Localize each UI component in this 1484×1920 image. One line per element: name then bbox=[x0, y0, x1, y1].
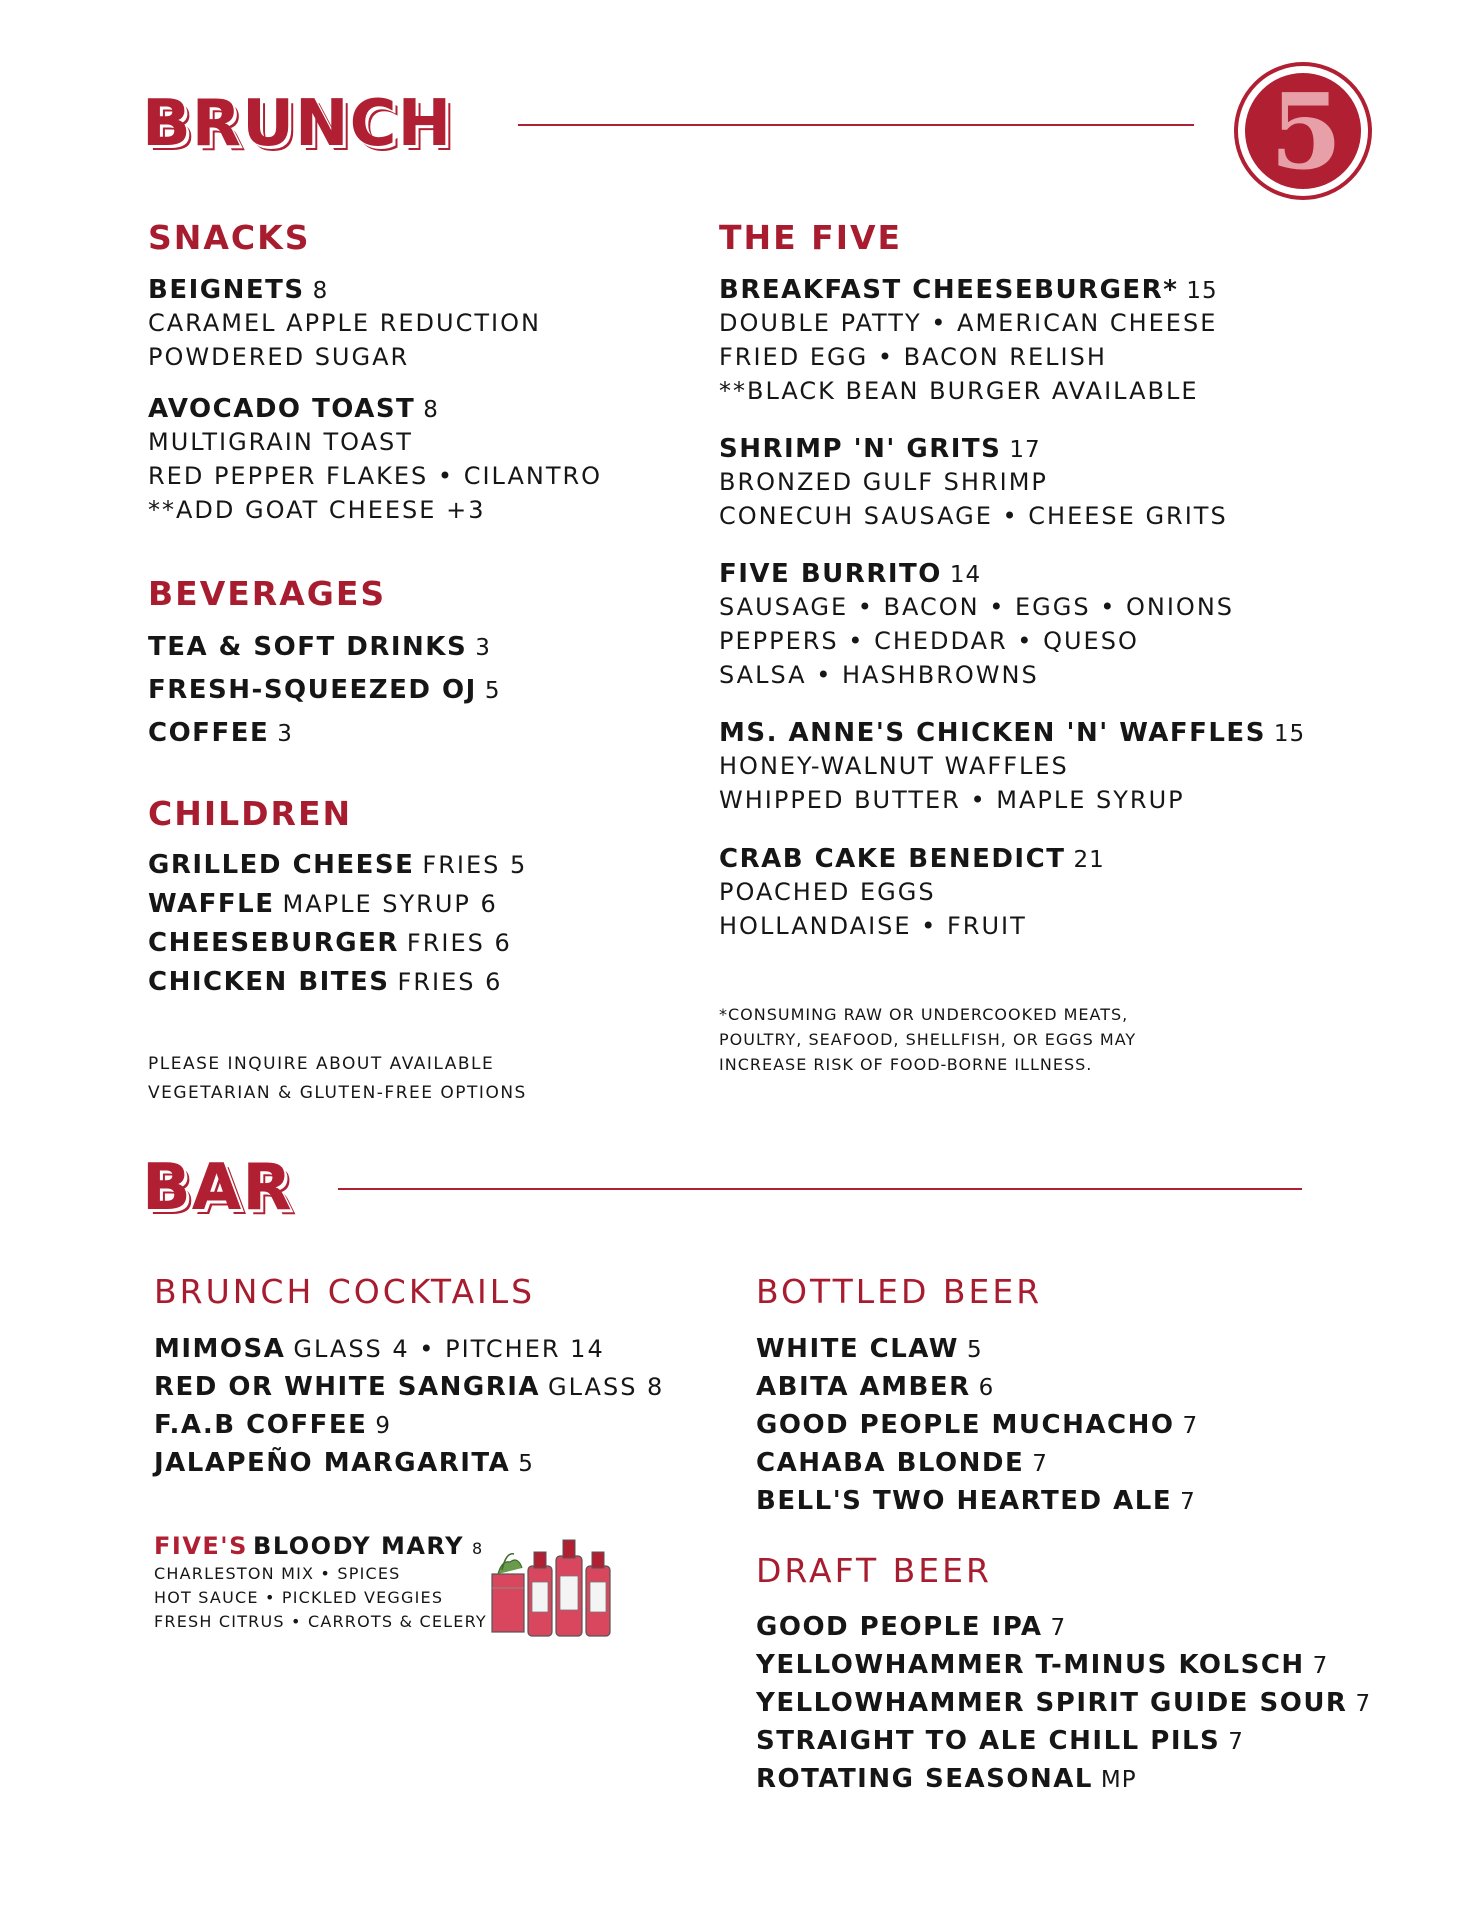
item-name: GOOD PEOPLE MUCHACHO bbox=[756, 1410, 1175, 1440]
menu-item-crab-cake-benedict bbox=[719, 846, 1105, 872]
item-description bbox=[154, 1562, 487, 1634]
dietary-note bbox=[148, 1050, 527, 1108]
menu-item-sangria bbox=[154, 1374, 664, 1400]
item-name: F.A.B COFFEE bbox=[154, 1410, 368, 1440]
description-line: POACHED EGGS bbox=[719, 878, 936, 906]
description-line: MULTIGRAIN TOAST bbox=[148, 428, 413, 456]
item-name: SHRIMP 'N' GRITS bbox=[719, 434, 1002, 464]
warning-line: POULTRY, SEAFOOD, SHELLFISH, OR EGGS MAY bbox=[719, 1030, 1137, 1049]
item-name: GRILLED CHEESE bbox=[148, 850, 415, 880]
five-logo bbox=[1232, 60, 1374, 202]
item-price: 7 bbox=[1032, 1451, 1048, 1477]
item-price: 14 bbox=[949, 562, 982, 588]
item-price: 15 bbox=[1273, 721, 1306, 747]
menu-item-beignets bbox=[148, 277, 328, 303]
item-price: 7 bbox=[1182, 1413, 1199, 1439]
item-name: ABITA AMBER bbox=[756, 1372, 971, 1402]
logo-numeral: 5 bbox=[1269, 70, 1343, 193]
item-price: 6 bbox=[978, 1375, 995, 1401]
item-price: 8 bbox=[471, 1539, 484, 1558]
description-line: FRIED EGG • BACON RELISH bbox=[719, 343, 1107, 371]
item-price: 21 bbox=[1073, 847, 1105, 873]
menu-item-breakfast-cheeseburger bbox=[719, 277, 1218, 303]
item-price: 7 bbox=[1180, 1489, 1196, 1515]
item-description bbox=[719, 306, 1217, 408]
section-title-bottled-beer: BOTTLED BEER bbox=[756, 1272, 1043, 1311]
bloody-mary-illustration-icon bbox=[488, 1532, 618, 1642]
item-price: 5 bbox=[966, 1337, 983, 1363]
item-price: 3 bbox=[277, 721, 293, 747]
section-title-brunch-cocktails: BRUNCH COCKTAILS bbox=[154, 1272, 536, 1311]
brunch-divider bbox=[518, 124, 1194, 126]
item-side: GLASS 4 • PITCHER 14 bbox=[293, 1335, 605, 1363]
section-title-children: CHILDREN bbox=[148, 794, 353, 833]
item-price: 7 bbox=[1312, 1653, 1329, 1679]
item-name-prefix: FIVE'S bbox=[154, 1532, 248, 1560]
item-price: 8 bbox=[312, 278, 329, 304]
item-name: JALAPEÑO MARGARITA bbox=[154, 1448, 511, 1478]
description-line: DOUBLE PATTY • AMERICAN CHEESE bbox=[719, 309, 1218, 337]
item-price: 9 bbox=[375, 1413, 392, 1439]
item-name: TEA & SOFT DRINKS bbox=[148, 632, 468, 662]
menu-item-fab-coffee bbox=[154, 1412, 391, 1438]
item-name: YELLOWHAMMER SPIRIT GUIDE SOUR bbox=[756, 1688, 1348, 1718]
item-name: STRAIGHT TO ALE CHILL PILS bbox=[756, 1726, 1221, 1756]
description-line: CONECUH SAUSAGE • CHEESE GRITS bbox=[719, 502, 1228, 530]
warning-line: *CONSUMING RAW OR UNDERCOOKED MEATS, bbox=[719, 1005, 1129, 1024]
warning-line: INCREASE RISK OF FOOD-BORNE ILLNESS. bbox=[719, 1055, 1093, 1074]
item-name: YELLOWHAMMER T-MINUS KOLSCH bbox=[756, 1650, 1305, 1680]
item-price: 5 bbox=[518, 1451, 534, 1477]
item-price: 7 bbox=[1228, 1729, 1244, 1755]
item-name: CHICKEN BITES bbox=[148, 967, 390, 997]
menu-item-mimosa bbox=[154, 1336, 605, 1362]
item-name: BEIGNETS bbox=[148, 275, 305, 305]
item-name: FIVE BURRITO bbox=[719, 559, 942, 589]
note-line: VEGETARIAN & GLUTEN-FREE OPTIONS bbox=[148, 1083, 527, 1103]
description-line: CHARLESTON MIX • SPICES bbox=[154, 1564, 401, 1583]
item-name: CRAB CAKE BENEDICT bbox=[719, 844, 1066, 874]
item-name: GOOD PEOPLE IPA bbox=[756, 1612, 1043, 1642]
item-name: FRESH-SQUEEZED OJ bbox=[148, 675, 477, 705]
item-description bbox=[148, 425, 602, 527]
item-price: 8 bbox=[423, 397, 439, 423]
item-description bbox=[719, 590, 1234, 692]
description-line: FRESH CITRUS • CARROTS & CELERY bbox=[154, 1612, 487, 1631]
item-description bbox=[719, 465, 1228, 533]
description-line: SAUSAGE • BACON • EGGS • ONIONS bbox=[719, 593, 1234, 621]
section-title-draft-beer: DRAFT BEER bbox=[756, 1551, 992, 1590]
menu-item-spirit-guide-sour bbox=[756, 1690, 1371, 1716]
item-description bbox=[148, 306, 541, 374]
description-line: HONEY-WALNUT WAFFLES bbox=[719, 752, 1069, 780]
menu-item-jalapeno-margarita bbox=[154, 1450, 534, 1476]
item-name: MS. ANNE'S CHICKEN 'N' WAFFLES bbox=[719, 718, 1266, 748]
menu-item-good-people-muchacho bbox=[756, 1412, 1198, 1438]
description-line: **BLACK BEAN BURGER AVAILABLE bbox=[719, 377, 1199, 405]
item-name: ROTATING SEASONAL bbox=[756, 1764, 1093, 1794]
menu-item-grilled-cheese bbox=[148, 852, 527, 878]
item-name: CHEESEBURGER bbox=[148, 928, 399, 958]
bar-divider bbox=[338, 1188, 1302, 1190]
menu-item-white-claw bbox=[756, 1336, 983, 1362]
menu-item-five-burrito bbox=[719, 561, 981, 587]
description-line: **ADD GOAT CHEESE +3 bbox=[148, 496, 486, 524]
menu-item-fresh-oj bbox=[148, 677, 500, 703]
item-price: MP bbox=[1100, 1767, 1137, 1793]
menu-item-chicken-bites bbox=[148, 969, 502, 995]
item-price: 7 bbox=[1355, 1691, 1372, 1717]
description-line: HOLLANDAISE • FRUIT bbox=[719, 912, 1027, 940]
section-title-beverages: BEVERAGES bbox=[148, 574, 387, 613]
menu-item-abita-amber bbox=[756, 1374, 994, 1400]
note-line: PLEASE INQUIRE ABOUT AVAILABLE bbox=[148, 1054, 495, 1074]
menu-item-good-people-ipa bbox=[756, 1614, 1066, 1640]
menu-item-coffee bbox=[148, 720, 293, 746]
bar-title: BAR bbox=[142, 1151, 293, 1225]
menu-item-tea-soft-drinks bbox=[148, 634, 491, 660]
item-side: MAPLE SYRUP 6 bbox=[282, 890, 498, 918]
menu-item-chill-pils bbox=[756, 1728, 1244, 1754]
menu-item-waffle bbox=[148, 891, 498, 917]
description-line: CARAMEL APPLE REDUCTION bbox=[148, 309, 541, 337]
menu-item-chicken-waffles bbox=[719, 720, 1305, 746]
section-title-the-five: THE FIVE bbox=[719, 218, 903, 257]
item-side: FRIES 5 bbox=[422, 851, 528, 879]
menu-item-t-minus-kolsch bbox=[756, 1652, 1328, 1678]
item-name: RED OR WHITE SANGRIA bbox=[154, 1372, 541, 1402]
item-side: GLASS 8 bbox=[548, 1373, 665, 1401]
item-description bbox=[719, 749, 1185, 817]
description-line: SALSA • HASHBROWNS bbox=[719, 661, 1039, 689]
menu-item-avocado-toast bbox=[148, 396, 439, 422]
item-name: COFFEE bbox=[148, 718, 270, 748]
description-line: HOT SAUCE • PICKLED VEGGIES bbox=[154, 1588, 444, 1607]
description-line: POWDERED SUGAR bbox=[148, 343, 410, 371]
description-line: WHIPPED BUTTER • MAPLE SYRUP bbox=[719, 786, 1185, 814]
item-side: FRIES 6 bbox=[406, 929, 512, 957]
menu-item-shrimp-grits bbox=[719, 436, 1041, 462]
item-description bbox=[719, 875, 1027, 943]
item-name: WHITE CLAW bbox=[756, 1334, 959, 1364]
item-price: 3 bbox=[475, 635, 491, 661]
item-name: CAHABA BLONDE bbox=[756, 1448, 1025, 1478]
description-line: BRONZED GULF SHRIMP bbox=[719, 468, 1048, 496]
brunch-title: BRUNCH bbox=[142, 87, 453, 161]
item-name: MIMOSA bbox=[154, 1334, 286, 1364]
menu-item-bloody-mary bbox=[154, 1534, 483, 1558]
item-name: WAFFLE bbox=[148, 889, 275, 919]
menu-item-bells-two-hearted bbox=[756, 1488, 1196, 1514]
item-name: BREAKFAST CHEESEBURGER* bbox=[719, 275, 1179, 305]
description-line: RED PEPPER FLAKES • CILANTRO bbox=[148, 462, 603, 490]
item-side: FRIES 6 bbox=[397, 968, 503, 996]
menu-item-cheeseburger bbox=[148, 930, 512, 956]
item-name: AVOCADO TOAST bbox=[148, 394, 416, 424]
item-price: 7 bbox=[1050, 1615, 1067, 1641]
item-price: 5 bbox=[484, 678, 501, 704]
section-title-snacks: SNACKS bbox=[148, 218, 311, 257]
item-name: BELL'S TWO HEARTED ALE bbox=[756, 1486, 1173, 1516]
item-price: 17 bbox=[1009, 437, 1041, 463]
food-safety-warning bbox=[719, 1002, 1136, 1077]
menu-item-cahaba-blonde bbox=[756, 1450, 1048, 1476]
description-line: PEPPERS • CHEDDAR • QUESO bbox=[719, 627, 1139, 655]
item-name: BLOODY MARY bbox=[253, 1532, 464, 1560]
menu-item-rotating-seasonal bbox=[756, 1766, 1137, 1792]
item-price: 15 bbox=[1186, 278, 1218, 304]
